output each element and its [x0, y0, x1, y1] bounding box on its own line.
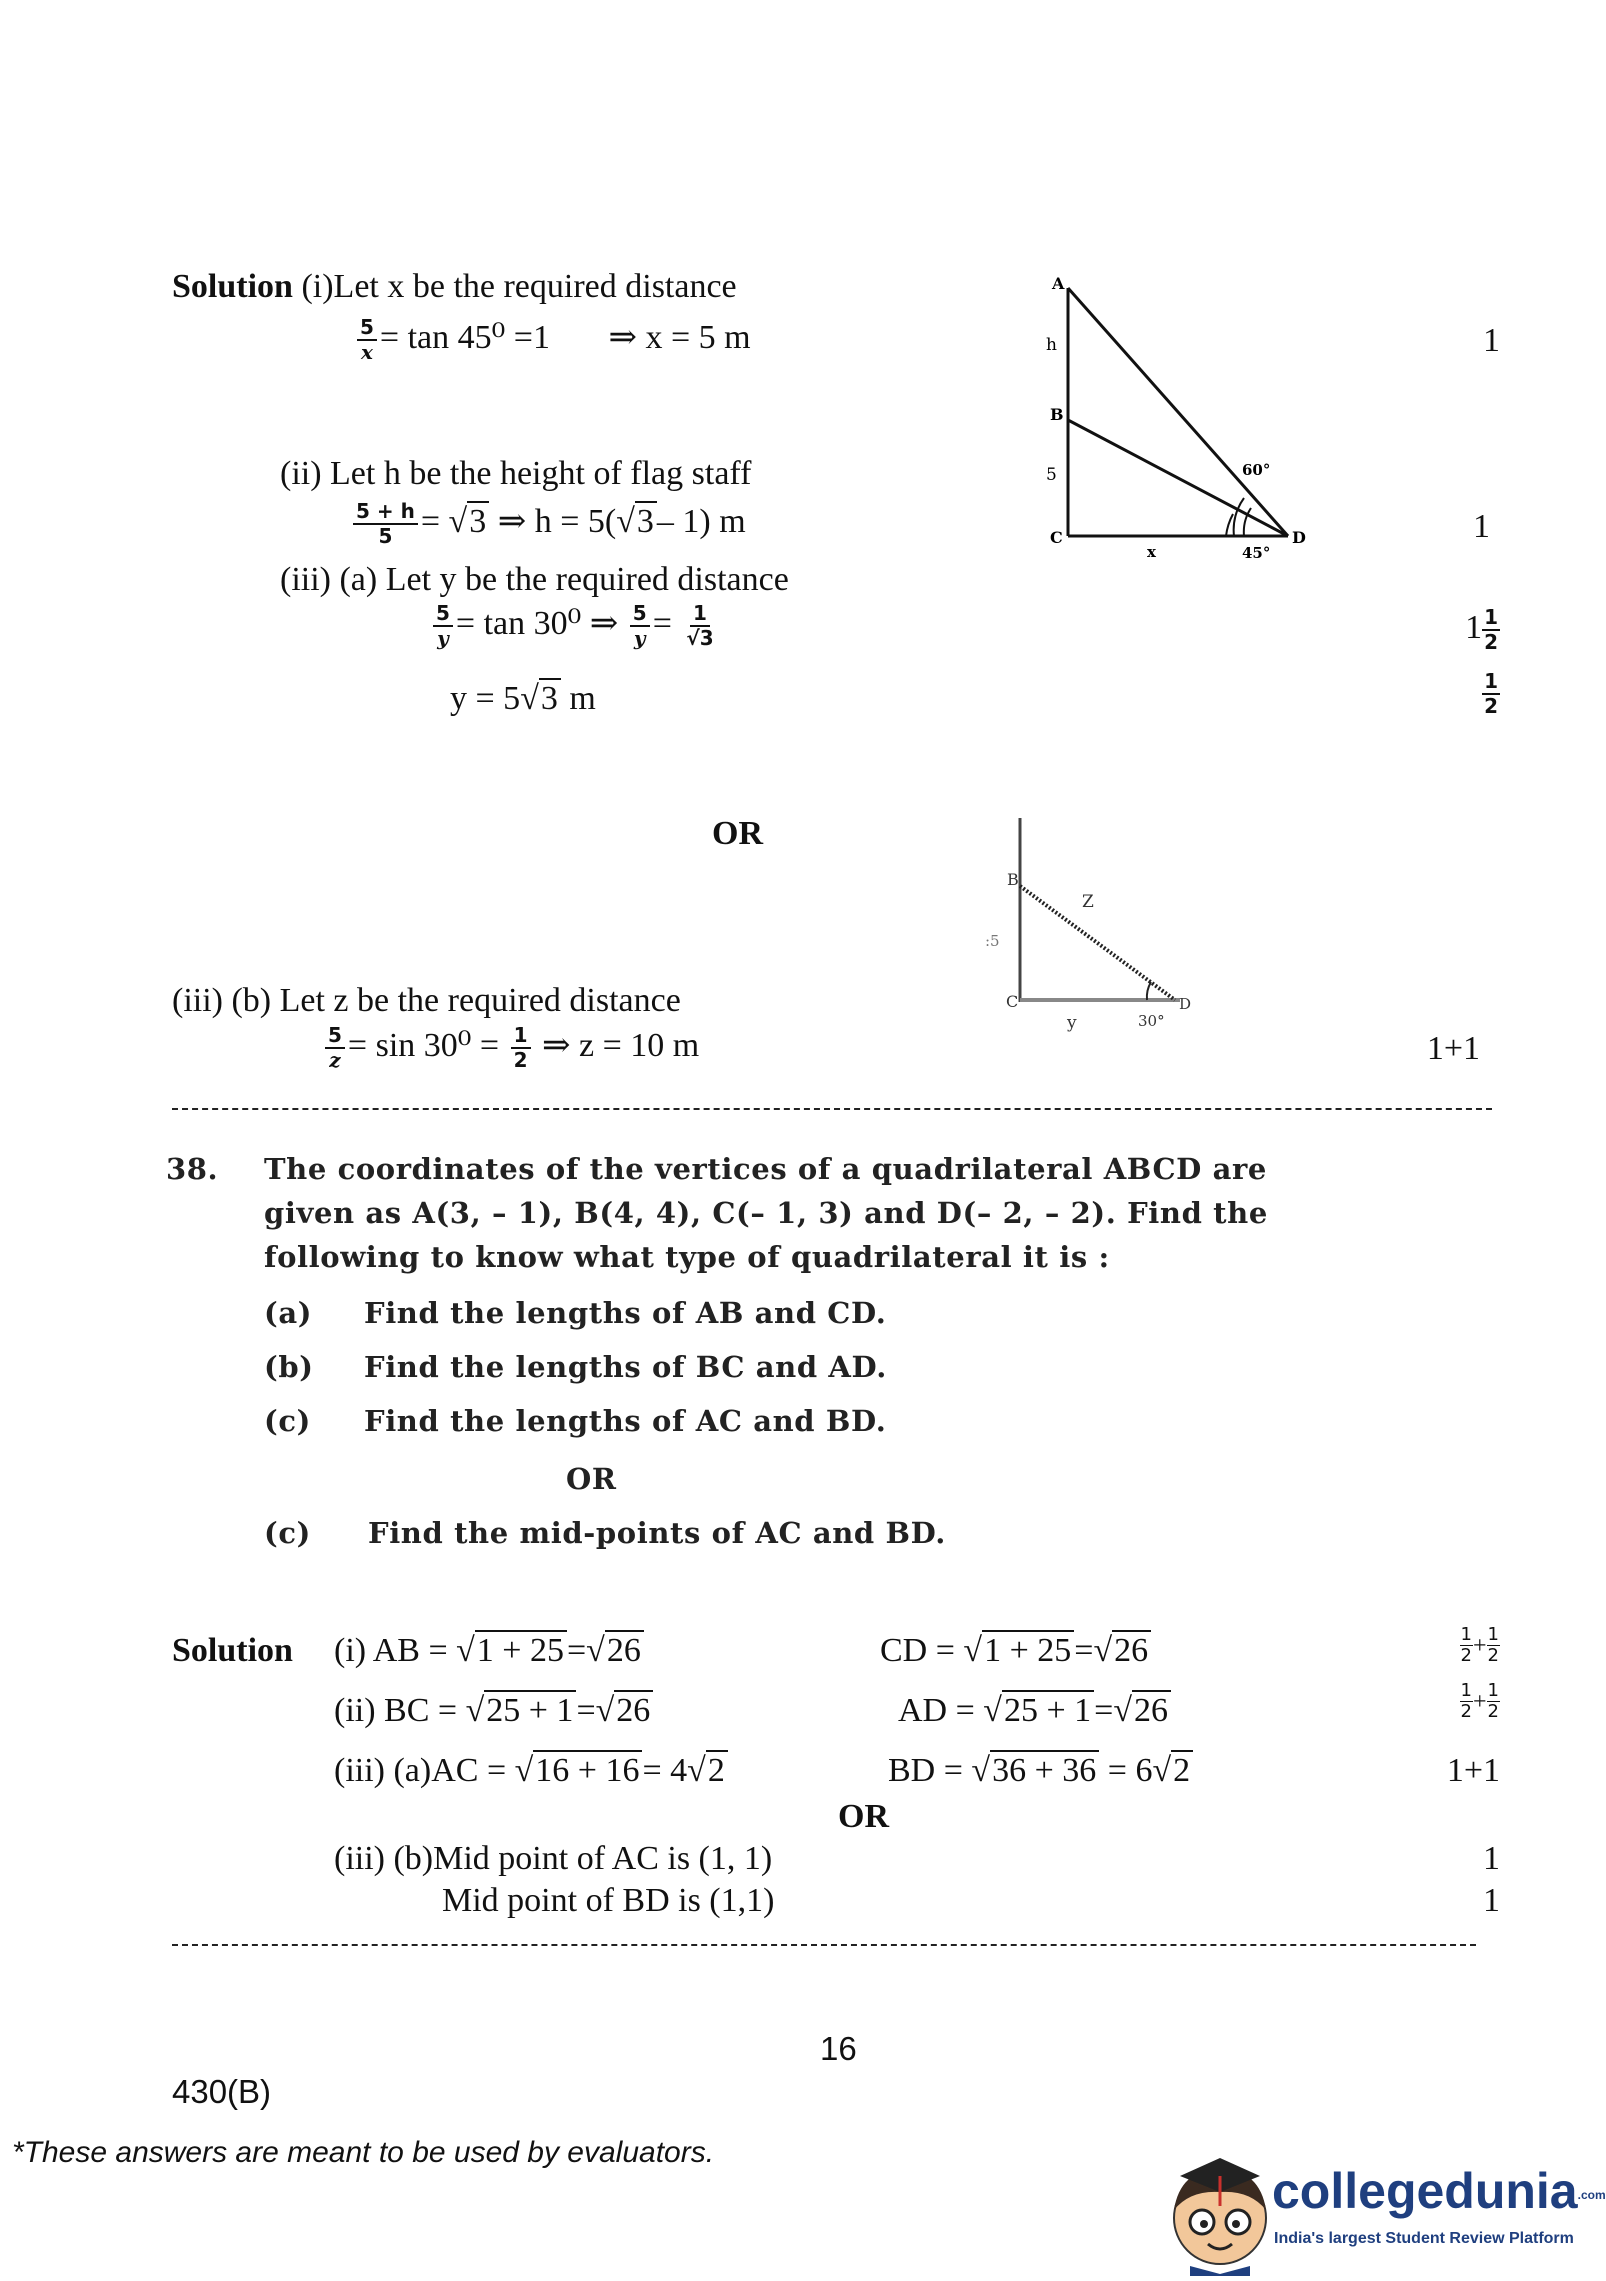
frac-num: 5: [325, 1024, 345, 1049]
equation-tan30: [430, 602, 720, 650]
frac-den: 5: [378, 524, 393, 548]
mark: 1+1: [1426, 1030, 1480, 1067]
or-divider: OR: [566, 1462, 617, 1496]
mark: 1: [1465, 608, 1483, 646]
angle-arc: [1226, 514, 1233, 536]
solution-37-line1: [172, 268, 737, 306]
plus: +: [1473, 1633, 1487, 1659]
label-C: C: [1050, 528, 1063, 547]
label-C: C: [1006, 992, 1019, 1011]
midpoint-BD: Mid point of BD is (1,1): [442, 1882, 775, 1919]
part-text: Find the lengths of BC and AD.: [364, 1350, 887, 1384]
angle-arc: [1234, 498, 1244, 536]
eq-text: =: [652, 604, 672, 642]
frac-num: 1: [1484, 605, 1498, 629]
equation-sqrt3: $\frac{5 + h}{5}$ = √3 ⇒ h = 5(√3– 1) m: [350, 500, 746, 548]
frac-den: 2: [1460, 1700, 1472, 1722]
section-divider: [172, 1108, 1492, 1110]
radicand: 25 + 1: [1002, 1690, 1094, 1729]
eq-text: (i) AB =: [334, 1632, 448, 1669]
row-AD: AD = √25 + 1=√26: [898, 1692, 1171, 1730]
mark: 1: [1483, 1882, 1500, 1919]
eq-text: =: [576, 1692, 596, 1729]
radicand: 36 + 36: [990, 1750, 1099, 1789]
eq-text: = tan 30⁰ ⇒: [455, 604, 619, 642]
triangle-figure-1: [1030, 268, 1330, 568]
radicand: 1 + 25: [982, 1630, 1074, 1669]
frac-den: x: [360, 340, 373, 364]
frac-den: y: [437, 626, 449, 650]
brand-name: [1272, 2162, 1606, 2220]
frac-den: √3: [686, 626, 714, 650]
eq-text: m: [569, 680, 596, 717]
frac-den: 2: [1487, 1700, 1499, 1722]
frac-num: 1: [1484, 669, 1498, 693]
hypotenuse-AD: [1068, 288, 1288, 536]
eq-text: = 4: [642, 1752, 688, 1789]
label-B: B: [1007, 870, 1019, 889]
label-y: y: [1067, 1013, 1077, 1033]
eq-text: =: [566, 1632, 587, 1669]
row-BC: (ii) BC = √25 + 1=√26: [334, 1692, 653, 1730]
eq-text: (ii) BC =: [334, 1692, 458, 1729]
part-iii-b-text: (iii) (b) Let z be the required distance: [172, 982, 681, 1019]
equation-sin30: [322, 1024, 699, 1072]
row-AB: (i) AB = √1 + 25=√26: [334, 1632, 644, 1670]
frac-num: 1: [690, 602, 710, 627]
angle-arc: [1147, 982, 1151, 1000]
part-i-text: (i)Let x be the required distance: [301, 268, 737, 305]
label-5: :5: [985, 932, 1000, 950]
radicand: 26: [1132, 1690, 1171, 1729]
frac-den: z: [329, 1048, 341, 1072]
label-5: 5: [1046, 465, 1057, 485]
frac-den: 2: [1460, 1644, 1472, 1666]
label-B: B: [1050, 405, 1064, 424]
radicand: 26: [605, 1630, 644, 1669]
brand-logo: [1160, 2140, 1606, 2276]
eq-text: = tan 45⁰ =1: [379, 318, 550, 356]
label-45deg: 45°: [1242, 544, 1271, 562]
mark-half-plus-half: [1400, 1680, 1500, 1722]
radicand: 25 + 1: [484, 1690, 576, 1729]
eq-text: =: [1094, 1692, 1114, 1729]
eq-result: ⇒ x = 5 m: [608, 318, 751, 356]
radicand: 26: [1112, 1630, 1151, 1669]
eq-text: = sin 30⁰ =: [347, 1026, 500, 1064]
frac-num: 1: [1487, 1679, 1499, 1701]
brand-name-text: collegedunia: [1272, 2163, 1578, 2219]
equation-y-result: y = 5√3 m: [450, 680, 596, 717]
mark: 1: [1473, 508, 1490, 545]
part-iii-a-text: (iii) (a) Let y be the required distance: [280, 561, 789, 598]
mark: 1: [1483, 1840, 1500, 1877]
triangle-figure-2: [975, 812, 1205, 1042]
eq-text: =: [1074, 1632, 1094, 1669]
eq-text: =: [420, 502, 441, 540]
solution-label: Solution: [172, 268, 293, 305]
mark-one-and-half: [1400, 606, 1500, 654]
radicand: 26: [614, 1690, 653, 1729]
frac-den: 2: [1484, 630, 1498, 654]
frac-num: 5: [357, 316, 377, 341]
question-number: 38.: [166, 1152, 219, 1186]
part-label: (c): [264, 1404, 311, 1438]
brand-suffix: .com: [1577, 2187, 1606, 2202]
mascot-icon: [1160, 2140, 1280, 2276]
frac-num: 1: [1460, 1679, 1472, 1701]
equation-tan45: [354, 316, 751, 364]
label-x: x: [1147, 543, 1156, 561]
radicand: 2: [706, 1750, 728, 1789]
page-number: 16: [820, 2030, 857, 2067]
frac-num: 5: [630, 602, 650, 627]
frac-den: 2: [1484, 694, 1498, 718]
radicand: 3: [635, 501, 657, 540]
eq-text: y = 5: [450, 680, 521, 717]
frac-num: 1: [1487, 1623, 1499, 1645]
frac-den: 2: [513, 1048, 528, 1072]
mark-half-plus-half: [1400, 1624, 1500, 1666]
radicand: 3: [467, 501, 489, 540]
label-A: A: [1052, 274, 1065, 293]
part-text: Find the mid-points of AC and BD.: [368, 1516, 947, 1550]
midpoint-AC: (iii) (b)Mid point of AC is (1, 1): [334, 1840, 773, 1877]
mark: 1: [1483, 322, 1500, 359]
eq-text: ⇒ h = 5(: [497, 502, 617, 540]
paper-code: 430(B): [172, 2073, 272, 2110]
eq-text: AD =: [898, 1692, 975, 1729]
section-divider: [172, 1944, 1476, 1946]
or-divider: OR: [838, 1798, 889, 1835]
hypotenuse-BD: [1020, 886, 1175, 1000]
part-label: (c): [264, 1516, 311, 1550]
question-stem: The coordinates of the vertices of a quadrilateral ABCD are: [264, 1152, 1267, 1186]
brand-tagline: India's largest Student Review Platform: [1274, 2230, 1574, 2247]
frac-num: 5: [433, 602, 453, 627]
eq-text: – 1) m: [656, 502, 746, 540]
eq-text: = 6: [1107, 1752, 1153, 1789]
frac-num: 5 + h: [353, 500, 418, 525]
part-text: Find the lengths of AB and CD.: [364, 1296, 887, 1330]
label-h: h: [1046, 335, 1057, 355]
part-label: (a): [264, 1296, 313, 1330]
label-D: D: [1179, 995, 1192, 1013]
label-60deg: 60°: [1242, 461, 1271, 479]
part-label: (b): [264, 1350, 314, 1384]
radicand: 2: [1171, 1750, 1193, 1789]
frac-den: y: [633, 626, 646, 650]
mark: 1+1: [1446, 1752, 1500, 1789]
eq-text: (iii) (a)AC =: [334, 1752, 507, 1789]
frac-den: 2: [1487, 1644, 1499, 1666]
radicand: 3: [539, 678, 561, 717]
solution-label: Solution: [172, 1632, 293, 1669]
eq-text: CD =: [880, 1632, 955, 1669]
label-z: Z: [1082, 892, 1094, 912]
row-AC: (iii) (a)AC = √16 + 16= 4√2: [334, 1752, 728, 1790]
part-ii-text: (ii) Let h be the height of flag staff: [280, 455, 752, 492]
row-BD: BD = √36 + 36 = 6√2: [888, 1752, 1193, 1790]
evaluator-note: *These answers are meant to be used by evaluators.: [12, 2136, 715, 2169]
frac-num: 1: [511, 1024, 531, 1049]
mark-half: [1400, 670, 1500, 718]
plus: +: [1473, 1689, 1487, 1715]
eq-text: BD =: [888, 1752, 963, 1789]
radicand: 16 + 16: [533, 1750, 642, 1789]
row-CD: CD = √1 + 25=√26: [880, 1632, 1151, 1670]
label-D: D: [1292, 528, 1306, 547]
question-stem: given as A(3, – 1), B(4, 4), C(– 1, 3) and D(– 2, – 2). Find the: [264, 1196, 1268, 1230]
question-stem: following to know what type of quadrilateral it is :: [264, 1240, 1110, 1274]
eq-result: ⇒ z = 10 m: [542, 1026, 700, 1064]
label-30deg: 30°: [1138, 1012, 1165, 1030]
frac-num: 1: [1460, 1623, 1472, 1645]
part-text: Find the lengths of AC and BD.: [364, 1404, 887, 1438]
radicand: 1 + 25: [475, 1630, 567, 1669]
or-divider: OR: [712, 815, 763, 852]
